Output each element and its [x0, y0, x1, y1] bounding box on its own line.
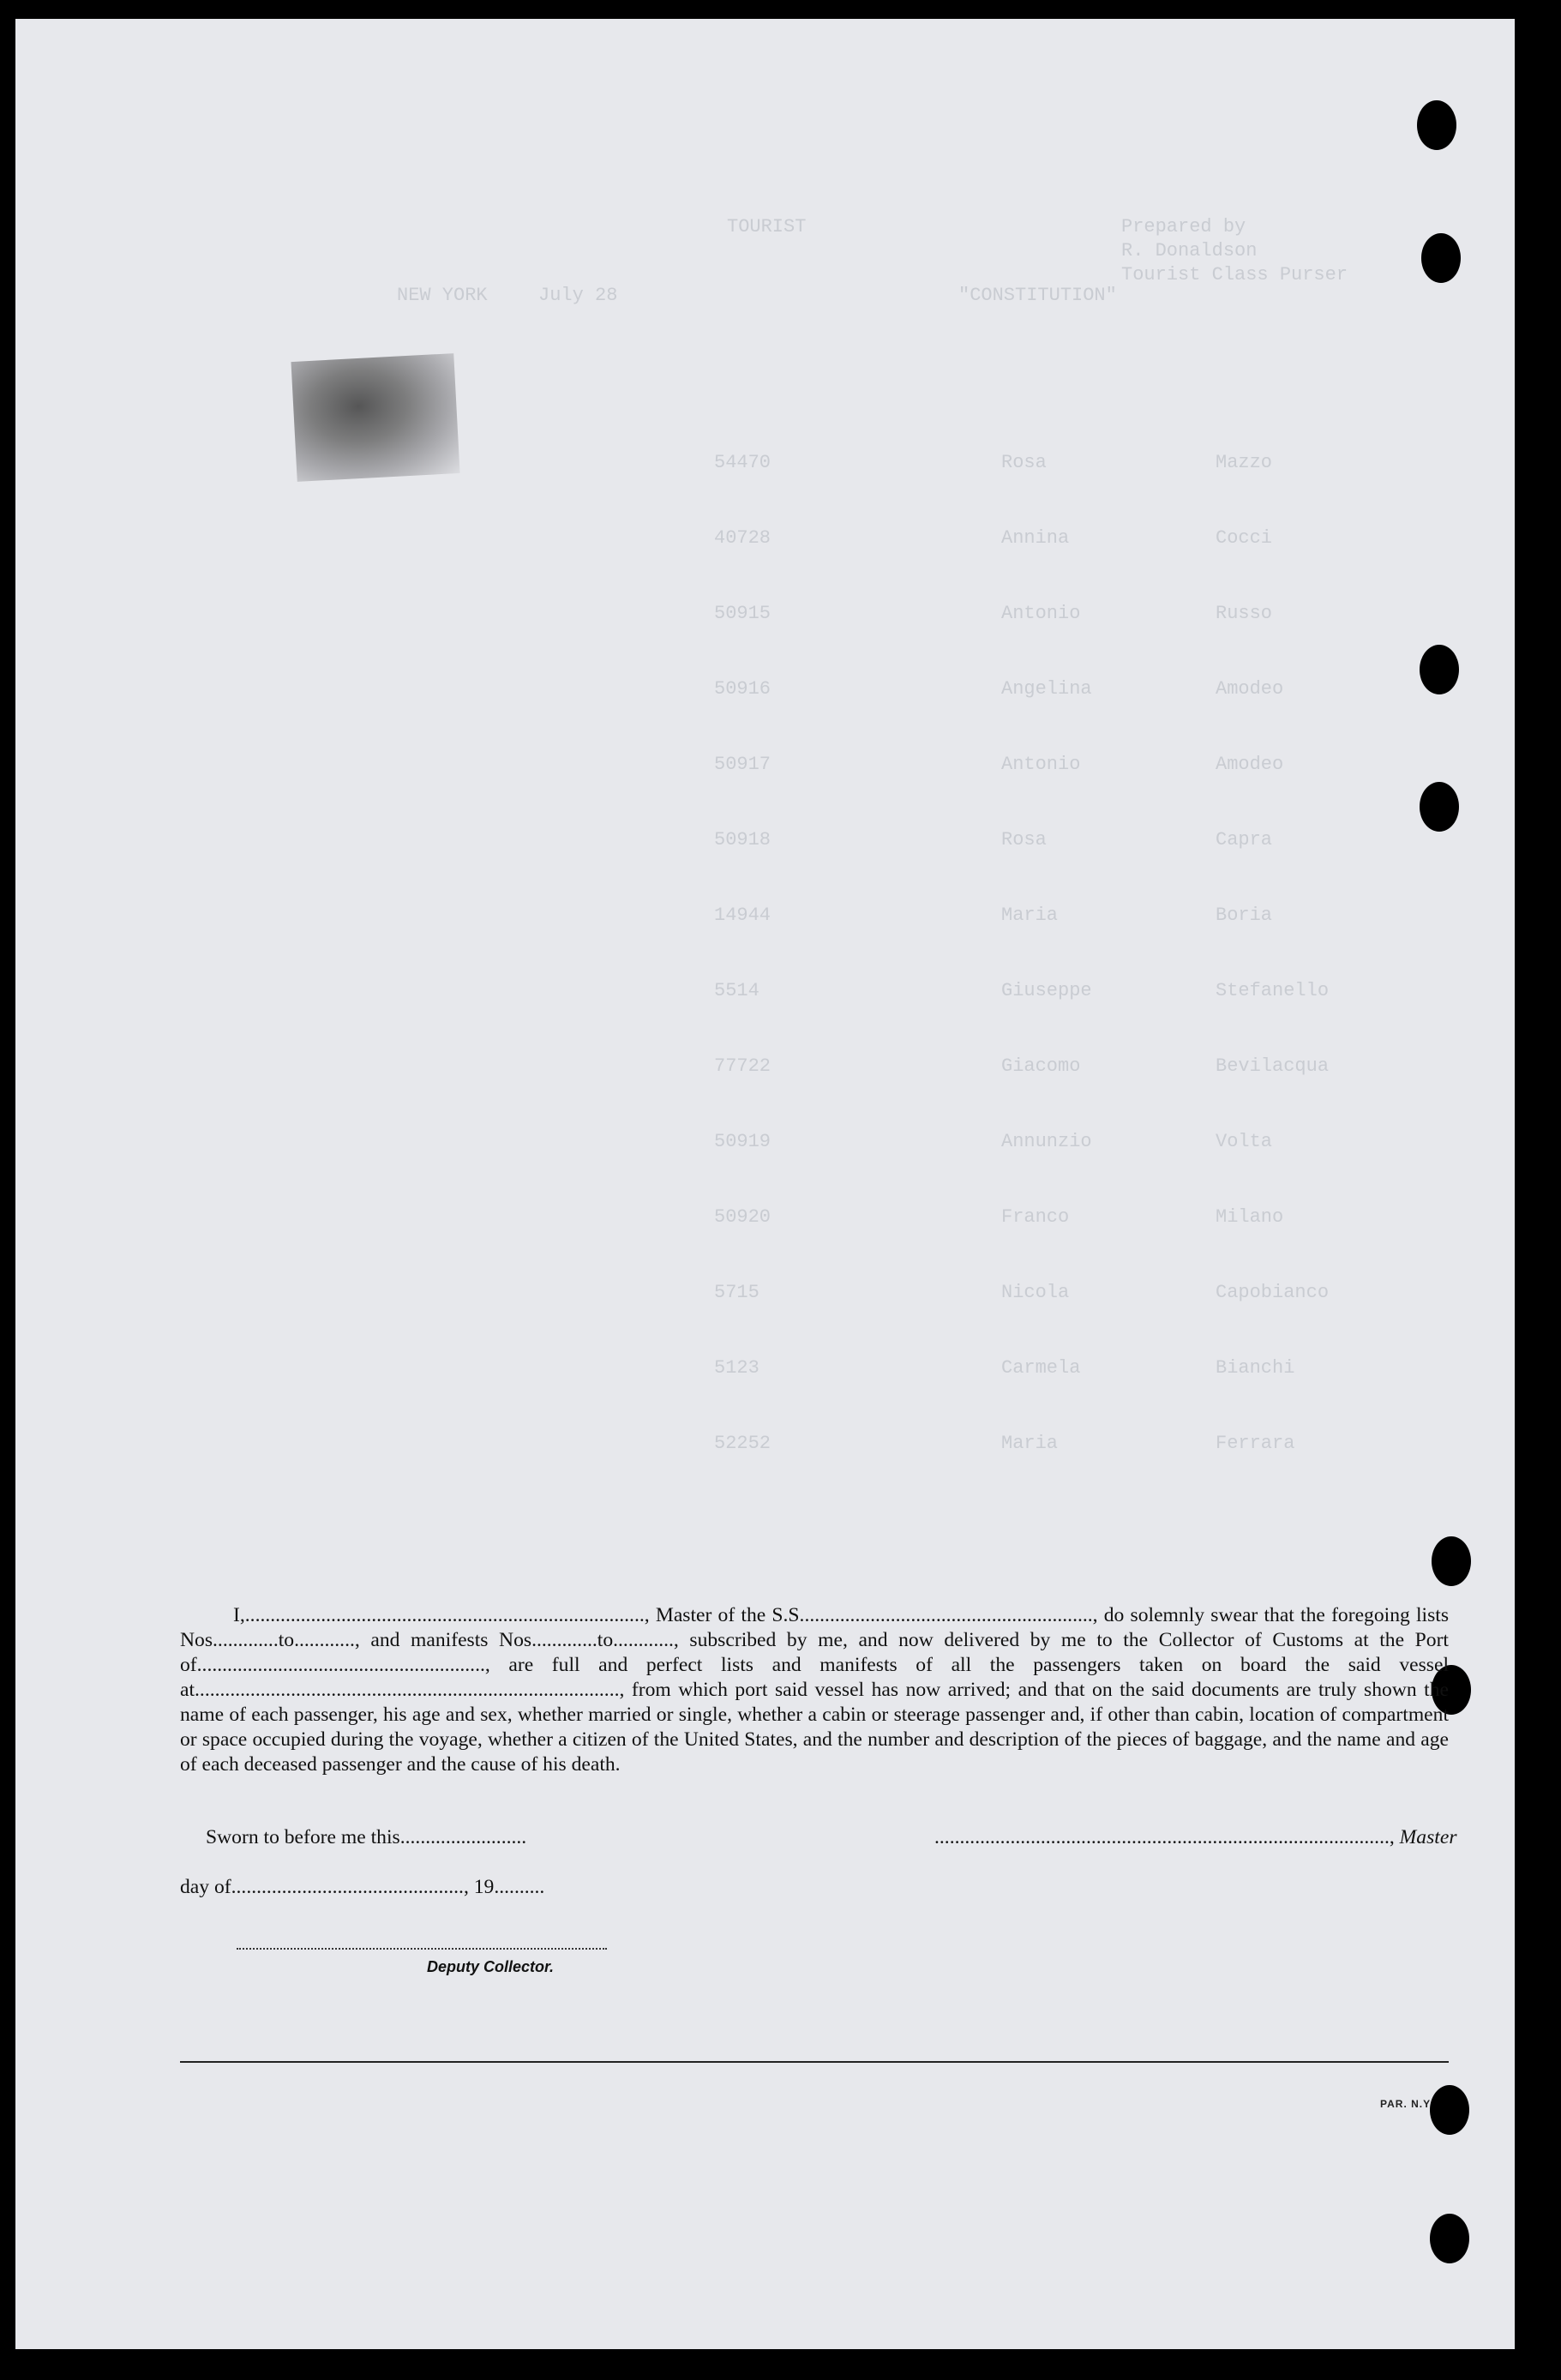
faded-surname: Amodeo [1216, 678, 1284, 700]
day-of-line: day of.............................................., 19.......... [180, 1876, 545, 1898]
punch-hole [1417, 100, 1456, 150]
faded-surname: Amodeo [1216, 754, 1284, 775]
faded-ref: 50918 [714, 829, 771, 850]
faded-surname: Ferrara [1216, 1433, 1295, 1454]
sworn-line: Sworn to before me this......................... [206, 1826, 527, 1848]
faded-port: NEW YORK [397, 285, 488, 306]
faded-ship: "CONSTITUTION" [958, 285, 1117, 306]
faded-ref: 50917 [714, 754, 771, 775]
faded-given-name: Maria [1001, 1433, 1059, 1454]
faded-surname: Bevilacqua [1216, 1055, 1330, 1077]
punch-hole [1421, 233, 1461, 283]
faded-ref: 40728 [714, 527, 771, 549]
faded-prepared-by: Prepared by [1121, 216, 1246, 237]
punch-hole [1430, 2085, 1469, 2135]
faded-ref: 50919 [714, 1131, 771, 1152]
faded-surname: Milano [1216, 1206, 1284, 1228]
deputy-signature-line [237, 1948, 607, 1950]
faded-given-name: Annunzio [1001, 1131, 1092, 1152]
faded-given-name: Maria [1001, 905, 1059, 926]
faded-ref: 5715 [714, 1282, 759, 1303]
faded-ref: 50920 [714, 1206, 771, 1228]
faded-dates: July 28 [538, 285, 618, 306]
oath-paragraph: I,..............................................................................., Master of the S.S.........................................................., do solemnly swear that the foregoing lists Nos.............to............, and manifests Nos.............to............, subscribed by me, and now delivered by me to the Collector of Customs at the Port of........................................................., are full and perfect lists and manifests of all the passengers taken on board the said vessel at...................................................................................., from which port said vessel has now arrived; and that on the said documents are truly shown the name of each passenger, his age and sex, whether married or single, whether a cabin or steerage passenger and, if other than cabin, location of compartment or space occupied during the voyage, whether a citizen of the United States, and the number and description of the pieces of baggage, and the name and age of each deceased passenger and the cause of his death. [180, 1604, 1450, 1776]
faded-surname: Russo [1216, 603, 1273, 624]
faded-surname: Volta [1216, 1131, 1273, 1152]
faded-surname: Capobianco [1216, 1282, 1330, 1303]
faded-ref: 52252 [714, 1433, 771, 1454]
punch-hole [1430, 2214, 1469, 2263]
faded-given-name: Antonio [1001, 754, 1081, 775]
document-page [15, 19, 1515, 2349]
faded-ref: 50916 [714, 678, 771, 700]
horizontal-rule [180, 2061, 1449, 2063]
punch-hole [1420, 782, 1459, 832]
faded-surname: Cocci [1216, 527, 1273, 549]
faded-given-name: Giuseppe [1001, 980, 1092, 1001]
printer-mark: PAR. N.Y [1380, 2098, 1432, 2110]
faded-prepared-name: R. Donaldson [1121, 240, 1258, 261]
faded-class-tag: TOURIST [727, 216, 807, 237]
faded-surname: Boria [1216, 905, 1273, 926]
faded-surname: Mazzo [1216, 452, 1273, 473]
faded-surname: Stefanello [1216, 980, 1330, 1001]
faded-surname: Capra [1216, 829, 1273, 850]
deputy-collector-label: Deputy Collector. [427, 1958, 555, 1975]
faded-given-name: Giacomo [1001, 1055, 1081, 1077]
faded-given-name: Franco [1001, 1206, 1070, 1228]
faded-ref: 77722 [714, 1055, 771, 1077]
faded-given-name: Antonio [1001, 603, 1081, 624]
faded-given-name: Angelina [1001, 678, 1092, 700]
faded-given-name: Annina [1001, 527, 1070, 549]
faded-surname: Bianchi [1216, 1357, 1295, 1379]
master-signature-line: .........................................................................................., Master [934, 1826, 1457, 1848]
punch-hole [1420, 645, 1459, 694]
faded-ref: 14944 [714, 905, 771, 926]
stamp-smudge [291, 353, 459, 482]
faded-ref: 5514 [714, 980, 759, 1001]
faded-given-name: Rosa [1001, 829, 1047, 850]
faded-ref: 54470 [714, 452, 771, 473]
faded-given-name: Rosa [1001, 452, 1047, 473]
faded-ref: 5123 [714, 1357, 759, 1379]
faded-ref: 50915 [714, 603, 771, 624]
faded-given-name: Nicola [1001, 1282, 1070, 1303]
faded-class: Tourist Class Purser [1121, 264, 1348, 285]
punch-hole [1432, 1536, 1471, 1586]
faded-given-name: Carmela [1001, 1357, 1081, 1379]
